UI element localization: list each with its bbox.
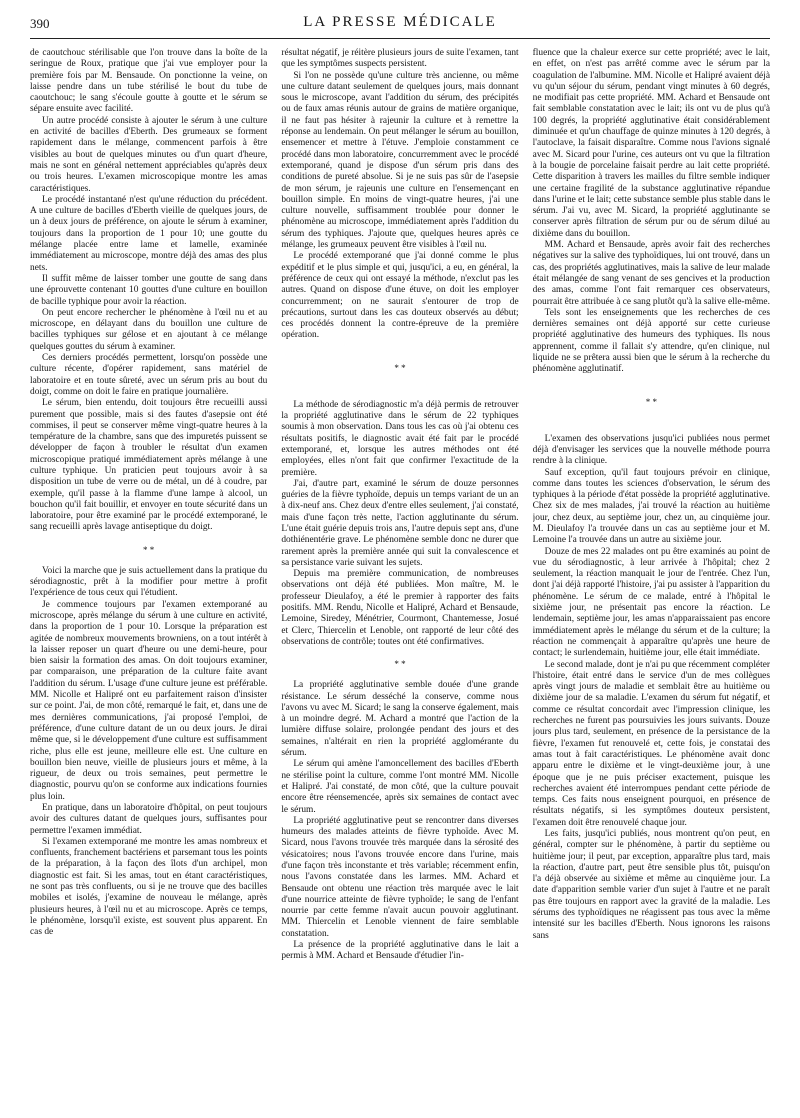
paragraph: Tels sont les enseignements que les recherches de ces dernières semaines ont déjà apporté sur cette curieuse propriété agglutinative des humeurs des typhiques. Ils nous apprennent, comme il fallait s'y attendre, qu'en clinique, nul liquide ne se prêtera aussi bien que le sérum à la recherche du phénomène agglutinatif. [532, 307, 770, 375]
paragraph: Ces derniers procédés permettent, lorsqu'on possède une culture récente, d'opérer rapidement, sans matériel de laboratoire et en toute sûreté, avec un sérum pris au bout du doigt, comme on doit le faire en pratique journalière. [30, 353, 268, 397]
paragraph: Si l'examen extemporané me montre les amas nombreux et confluents, franchement bactériens et parsemant tous les points de la préparation, à la façon des îlots d'un archipel, mon diagnostic est fait. Si les amas, tout en étant caractéristiques, ne sont pas très confluents, ou si je ne trouve que des bacilles mobiles et isolés, j'examine de nouveau le mélange, après plusieurs heures, à l'œil nu et au microscope. Après ce temps, le phénomène, lorsqu'il existe, est souvent plus apparent. En cas de [30, 836, 268, 938]
header-rule [30, 38, 770, 39]
column-2 [281, 48, 518, 1108]
paragraph: Le procédé extemporané que j'ai donné comme le plus expéditif et le plus simple et qui, jusqu'ici, a eu, en général, la préférence de ceux qui ont essayé la méthode, n'exclut pas les autres. Quand on dispose d'une étuve, on doit les employer concurremment; on ne saurait s'entourer de trop de précautions, surtout dans les cas douteux observés au début; ces procédés donnent la contre-épreuve de la première opération. [281, 251, 519, 341]
paragraph: La propriété agglutinative semble douée d'une grande résistance. Le sérum desséché la conserve, comme nous l'avons vu avec M. Sicard; le sang la conserve également, mais à un moindre degré. M. Achard a montré que l'action de la lumière diffuse solaire, prolongée pendant des jours et des semaines, n'altérait en rien la propriété agglomérante du sérum. [281, 680, 519, 759]
article-columns [30, 48, 770, 1108]
paragraph: L'examen des observations jusqu'ici publiées nous permet déjà d'envisager les services que la nouvelle méthode pourra rendre à la clinique. [532, 433, 770, 467]
paragraph: En pratique, dans un laboratoire d'hôpital, on peut toujours avoir des cultures datant de quelques jours, suffisantes pour permettre l'examen immédiat. [30, 803, 268, 836]
section-separator: * * [645, 396, 657, 407]
paragraph: Un autre procédé consiste à ajouter le sérum à une culture en activité de bacilles d'Eberth. Des grumeaux se forment rapidement dans le mélange, commencent parfois à être visibles au bout de quelques minutes ou d'un quart d'heure, mais ne sont en général nettement appréciables qu'après deux ou trois heures. L'examen microscopique montre les amas caractéristiques. [30, 115, 268, 194]
paragraph: Depuis ma première communication, de nombreuses observations ont déjà été publiées. Mon maître, M. le professeur Dieulafoy, a été le premier à rapporter des faits positifs. MM. Rendu, Nicolle et Halipré, Achard et Bensaude, Lemoine, Siredey, Ménétrier, Courmont, Chantemesse, Josué et Clerc, Thiercelin et Lenoble, ont rapporté de leur côté des observations de contrôle; toutes ont été confirmatives. [281, 569, 519, 647]
paragraph: Le sérum qui amène l'amoncellement des bacilles d'Eberth ne stérilise point la culture, comme l'ont montré MM. Nicolle et Halipré. J'ai constaté, de mon côté, que la culture pouvait encore être réensemencée, après six semaines de contact avec le sérum. [281, 759, 519, 815]
paragraph: La propriété agglutinative peut se rencontrer dans diverses humeurs des malades atteints de fièvre typhoïde. Avec M. Sicard, nous l'avons trouvée très marquée dans la sérosité des vésicatoires; nous l'avons trouvée encore dans l'urine, mais d'une façon très inconstante et très variable; récemment enfin, nous l'avons constatée dans les larmes. MM. Achard et Bensaude ont obtenu une réaction très marquée avec le lait d'une nourrice atteinte de fièvre typhoïde; le sang de l'enfant nourrie par cette femme n'avait aucun pouvoir agglutinant. MM. Thiercelin et Lenoble viennent de faire semblable constatation. [281, 815, 519, 939]
paragraph: La méthode de sérodiagnostic m'a déjà permis de retrouver la propriété agglutinative dans le sérum de 22 typhiques soumis à mon observation. Dans tous les cas où j'ai obtenu ces résultats positifs, le diagnostic avait été fait par le procédé extemporané, et, lorsque les autres méthodes ont été employées, elles n'ont fait que confirmer l'exactitude de la première. [281, 399, 519, 478]
column-3 [533, 48, 770, 1108]
paragraph: Les faits, jusqu'ici publiés, nous montrent qu'on peut, en général, compter sur le phénomène, à partir du septième ou huitième jour; il peut, par exception, apparaître plus tard, mais la réaction, d'autre part, peut être sensible plus tôt, puisqu'on l'a déjà observée au sixième et même au cinquième jour. La date d'apparition semble varier d'un sujet à l'autre et ne paraît pas être toujours en rapport avec la gravité de la maladie. Les sérums des typhoïdiques ne réagissent pas tous avec la même intensité sur les bacilles d'Eberth. Nous ignorons les raisons sans [532, 829, 770, 941]
paragraph: On peut encore rechercher le phénomène à l'œil nu et au microscope, en délayant dans du bouillon une culture de bacilles typhiques sur gélose et en ajoutant à ce mélange quelques gouttes du sérum à examiner. [30, 307, 268, 352]
paragraph: de caoutchouc stérilisable que l'on trouve dans la boîte de la seringue de Roux, pratique que j'ai vue employer pour la première fois par M. Bensaude. On ponctionne la veine, on laisse pendre dans un tube stérilisé le bout du tube de caoutchouc; le sang s'écoule goutte à goutte et le sérum se sépare ensuite avec facilité. [30, 48, 268, 115]
paragraph: Je commence toujours par l'examen extemporané au microscope, après mélange du sérum à une culture en activité, dans la proportion de 1 pour 10. Lorsque la préparation est agitée de nombreux mouvements browniens, on a tout intérêt à la laisser reposer un quart d'heure ou une demi-heure, pour bien saisir la formation des amas. On doit toujours examiner, par comparaison, une préparation de la culture faite avant l'addition du sérum. L'usage d'une culture jeune est préférable. MM. Nicolle et Halipré ont eu parfaitement raison d'insister sur ce point. J'ai, de mon côté, remarqué le fait, et, dans une de mes dernières communications, j'ai proposé l'emploi, de préférence, d'une culture datant de un ou deux jours. Je dirai même que, si le développement d'une culture est suffisamment riche, plus elle est jeune, meilleure elle est. Une culture en bouillon bien neuve, vieille de plusieurs jours et même, à la rigueur, de deux ou trois semaines, peut permettre le diagnostic, pourvu qu'on se conforme aux indications fournies plus loin. [30, 599, 268, 802]
paragraph: Le second malade, dont je n'ai pu que récemment compléter l'histoire, était entré dans le service d'un de mes collègues après vingt jours de maladie et semblait être au huitième ou dixième jour de sa maladie. L'examen du sérum fut négatif, et comme ce résultat concordait avec l'impression clinique, les recherches ne furent pas poursuivies les jours suivants. Douze jours plus tard, seulement, en présence de la persistance de la fièvre, l'examen fut renouvelé et, cette fois, je constatai des amas tout à fait caractéristiques. Le phénomène avait donc apparu entre le dixième et le vingt-deuxième jour, à une époque que je ne puis préciser exactement, puisque les recherches avaient été interrompues pendant cette période de temps. Ces faits nous enseignent pourquoi, en présence de résultats négatifs, si les symptômes douteux persistent, l'examen doit être renouvelé chaque jour. [532, 659, 770, 828]
paragraph: Le sérum, bien entendu, doit toujours être recueilli aussi purement que possible, mais si des fautes d'asepsie ont été commises, il peut se conserver même vingt-quatre heures à la température de la chambre, sans que des impuretés puissent se développer de façon à troubler le résultat d'un examen microscopique pratiqué immédiatement après mélange à une culture typhique. Un praticien peut toujours avoir à sa disposition un tube de verre ou de métal, un dé à coudre, par exemple, qu'il passe à la flamme d'une lampe à alcool, un bouchon qu'il fait bouillir, et envoyer en toute sécurité dans un laboratoire, pour être examiné par le procédé extemporané, le sang recueilli après lavage antiseptique du doigt. [30, 398, 268, 533]
page-number: 390 [30, 16, 50, 31]
paragraph: Si l'on ne possède qu'une culture très ancienne, ou même une culture datant seulement de quelques jours, mais donnant sous le microscope, avant l'addition du sérum, des précipités ou de faux amas réunis autour de grains de matière organique, il ne faut pas hésiter à rajeunir la culture et à remettre la réponse au lendemain. On peut mélanger le sérum au bouillon, ensemencer et mettre à l'étuve. J'emploie constamment ce procédé dans mon laboratoire, concurremment avec le procédé extemporané, quand je dispose d'un sérum pris dans des conditions de pureté absolue. Si je ne suis pas sûr de l'asepsie de mon sérum, je rajeunis une culture en l'ensemençant en bouillon simple. En moins de vingt-quatre heures, j'ai une culture nouvelle, suffisamment troublée pour donner le phénomène au microscope, immédiatement après l'addition du sérum des typhiques. J'ajoute que, quelques heures après ce mélange, les grumeaux peuvent être visibles à l'œil nu. [281, 70, 519, 251]
paragraph: fluence que la chaleur exerce sur cette propriété; avec le lait, en effet, on n'est pas arrêté comme avec le sérum par la coagulation de l'albumine. MM. Nicolle et Halipré avaient déjà vu qu'un séjour du sérum, pendant vingt minutes à 60 degrés, ne modifiait pas cette propriété. MM. Achard et Bensaude ont fait semblable constatation avec le lait; ils ont vu de plus qu'à 100 degrés, la propriété agglutinative était considérablement diminuée et qu'un chauffage de quinze minutes à 120 degrés, à l'autoclave, la faisait disparaître. Comme nous l'avions signalé avec M. Sicard pour l'urine, ces auteurs ont vu que la filtration à la bougie de porcelaine faisait perdre au lait cette propriété. Cette disparition à travers les mailles du filtre semble indiquer une certaine fragilité de la substance agglutinative répandue dans l'urine et le lait; cette substance semble plus stable dans le sérum. J'ai vu, avec M. Sicard, la propriété agglutinante se conserver après filtration de sérum pur ou de sérum dilué au dixième dans du bouillon. [532, 48, 770, 239]
paragraph: Douze de mes 22 malades ont pu être examinés au point de vue du sérodiagnostic, à leur arrivée à l'hôpital; chez 2 seulement, la réaction manquait le jour de l'entrée. Chez l'un, dont j'ai déjà rapporté l'histoire, j'ai pu assister à l'apparition du phénomène. Le sérum de ce malade, entré à l'hôpital le sixième jour, ne présentait pas encore la réaction. Le lendemain, septième jour, les amas n'apparaissaient pas encore immédiatement après le mélange du sérum et de la culture; la réaction ne commençait à apparaître qu'après une heure de contact; le surlendemain, huitième jour, elle était immédiate. [532, 546, 770, 659]
paragraph: J'ai, d'autre part, examiné le sérum de douze personnes guéries de la fièvre typhoïde, depuis un temps variant de un an à dix-neuf ans. Chez deux d'entre elles seulement, j'ai constaté, mais d'une façon très nette, l'action agglutinante du sérum. L'une était guérie depuis trois ans, l'autre depuis sept ans, d'une dothiénentérie grave. Le phénomène semble donc ne durer que rarement après la première année qui suit la convalescence et sa persistance varie suivant les sujets. [281, 478, 519, 568]
section-separator: * * [394, 362, 406, 373]
paragraph: Il suffit même de laisser tomber une goutte de sang dans une éprouvette contenant 10 gouttes d'une culture en bouillon de bacille typhique pour avoir la réaction. [30, 273, 268, 307]
section-separator: * * [394, 659, 406, 670]
paragraph: Le procédé instantané n'est qu'une réduction du précédent. A une culture de bacilles d'Eberth vieille de quelques jours, de un à deux jours de préférence, on ajoute le sérum à examiner, toujours dans la proportion de 1 pour 10; une goutte du mélange placée entre lame et lamelle, examinée immédiatement au microscope, montre déjà des amas des plus nets. [30, 194, 268, 273]
section-separator: * * [143, 544, 155, 555]
journal-title: LA PRESSE MÉDICALE [303, 14, 497, 30]
paragraph: résultat négatif, je réitère plusieurs jours de suite l'examen, tant que les symptômes suspects persistent. [281, 48, 519, 70]
paragraph: Voici la marche que je suis actuellement dans la pratique du sérodiagnostic, prêt à la modifier pour mettre à profit l'expérience de tous ceux qui l'étudient. [30, 565, 268, 599]
paragraph: MM. Achard et Bensaude, après avoir fait des recherches négatives sur la salive des typhoïdiques, lui ont trouvé, dans un cas, des propriétés agglutinatives, mais la salive de leur malade était mélangée de sang venant de ses gencives et la production des amas, comme l'ont fait remarquer ces observateurs, pourrait être attribuée à ce sang plutôt qu'à la salive elle-même. [532, 240, 770, 307]
paragraph: Sauf exception, qu'il faut toujours prévoir en clinique, comme dans toutes les sciences d'observation, le sérum des typhiques à la période d'état possède la propriété agglutinative. Chez six de mes malades, j'ai trouvé la réaction au huitième jour, chez deux, au septième jour, chez un, au cinquième jour. M. Dieulafoy l'a trouvée dans un cas au septième jour et M. Lemoine l'a trouvée dans un autre au sixième jour. [532, 467, 770, 546]
page-header [30, 14, 770, 36]
paragraph: La présence de la propriété agglutinative dans le lait a permis à MM. Achard et Bensaude d'étudier l'in- [281, 940, 519, 962]
column-1 [30, 48, 267, 1108]
